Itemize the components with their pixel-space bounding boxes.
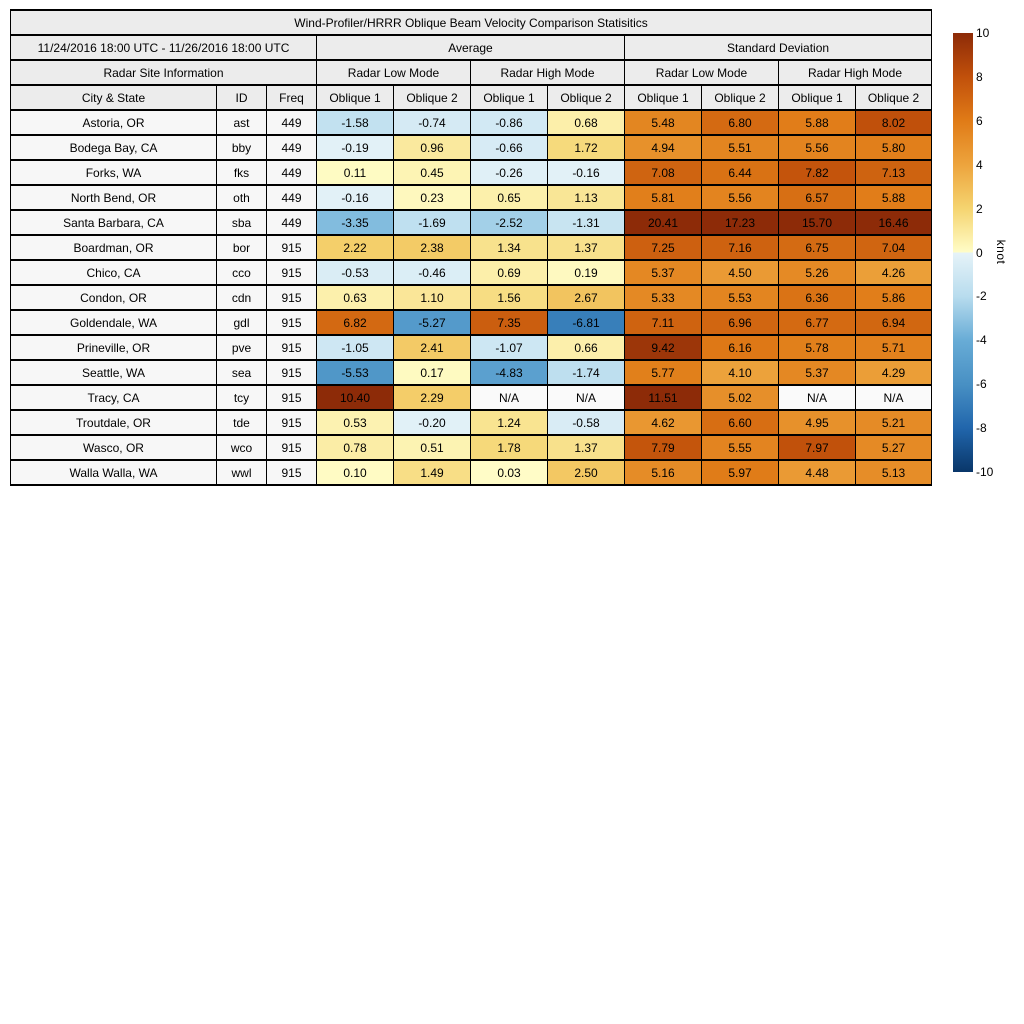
- table-row: [11, 435, 932, 460]
- value-cell: 0.23: [394, 185, 471, 210]
- colorbar-tick-label: 8: [976, 69, 983, 84]
- value-cell: -0.58: [548, 410, 625, 435]
- column-header-row: [11, 85, 932, 110]
- oblique2-header: Oblique 2: [702, 85, 779, 110]
- value-cell: 6.16: [702, 335, 779, 360]
- site-id-cell: wco: [217, 435, 267, 460]
- value-cell: 5.16: [625, 460, 702, 485]
- value-cell: 7.16: [702, 235, 779, 260]
- site-freq-cell: 449: [267, 135, 317, 160]
- site-city-cell: Condon, OR: [11, 285, 217, 310]
- table-body: [11, 110, 932, 485]
- value-cell: 11.51: [625, 385, 702, 410]
- value-cell: -1.69: [394, 210, 471, 235]
- site-id-cell: sba: [217, 210, 267, 235]
- colorbar-unit-label: knot: [994, 239, 1008, 265]
- group-average: Average: [317, 35, 625, 60]
- value-cell: 7.08: [625, 160, 702, 185]
- oblique1-header: Oblique 1: [625, 85, 702, 110]
- site-freq-cell: 915: [267, 360, 317, 385]
- colorbar-tick-label: -4: [976, 333, 987, 348]
- value-cell: 0.65: [471, 185, 548, 210]
- value-cell: -4.83: [471, 360, 548, 385]
- value-cell: 6.80: [702, 110, 779, 135]
- value-cell: 6.57: [779, 185, 856, 210]
- value-cell: 5.13: [856, 460, 932, 485]
- value-cell: 5.55: [702, 435, 779, 460]
- value-cell: 0.68: [548, 110, 625, 135]
- time-period: 11/24/2016 18:00 UTC - 11/26/2016 18:00 UTC: [11, 35, 317, 60]
- value-cell: 7.25: [625, 235, 702, 260]
- value-cell: 6.60: [702, 410, 779, 435]
- title-row: [11, 10, 932, 35]
- site-freq-cell: 915: [267, 260, 317, 285]
- colorbar-tick-label: -2: [976, 289, 987, 304]
- value-cell: 2.29: [394, 385, 471, 410]
- value-cell: 2.22: [317, 235, 394, 260]
- value-cell: 15.70: [779, 210, 856, 235]
- table-row: [11, 110, 932, 135]
- value-cell: 0.78: [317, 435, 394, 460]
- value-cell: 0.63: [317, 285, 394, 310]
- colorbar-tick-label: -6: [976, 377, 987, 392]
- value-cell: 0.53: [317, 410, 394, 435]
- avg-low-mode-header: Radar Low Mode: [317, 60, 471, 85]
- value-cell: 6.44: [702, 160, 779, 185]
- colorbar-tick-label: 10: [976, 26, 990, 40]
- mode-header-row: [11, 60, 932, 85]
- value-cell: 0.66: [548, 335, 625, 360]
- site-city-cell: Chico, CA: [11, 260, 217, 285]
- value-cell: 6.77: [779, 310, 856, 335]
- value-cell: 5.81: [625, 185, 702, 210]
- site-freq-cell: 915: [267, 410, 317, 435]
- site-city-cell: Forks, WA: [11, 160, 217, 185]
- value-cell: 1.10: [394, 285, 471, 310]
- value-cell: 5.88: [779, 110, 856, 135]
- value-cell: -2.52: [471, 210, 548, 235]
- value-cell: 5.56: [702, 185, 779, 210]
- site-city-cell: Troutdale, OR: [11, 410, 217, 435]
- site-freq-cell: 449: [267, 160, 317, 185]
- value-cell: -0.66: [471, 135, 548, 160]
- value-cell: 5.80: [856, 135, 932, 160]
- value-cell: 16.46: [856, 210, 932, 235]
- value-cell: 7.97: [779, 435, 856, 460]
- table-row: [11, 135, 932, 160]
- value-cell: 5.78: [779, 335, 856, 360]
- site-city-cell: Prineville, OR: [11, 335, 217, 360]
- site-freq-cell: 449: [267, 185, 317, 210]
- site-freq-cell: 915: [267, 310, 317, 335]
- oblique1-header: Oblique 1: [317, 85, 394, 110]
- value-cell: N/A: [856, 385, 932, 410]
- site-city-cell: Goldendale, WA: [11, 310, 217, 335]
- value-cell: -3.35: [317, 210, 394, 235]
- value-cell: -1.58: [317, 110, 394, 135]
- value-cell: 5.02: [702, 385, 779, 410]
- site-freq-cell: 915: [267, 285, 317, 310]
- site-city-cell: North Bend, OR: [11, 185, 217, 210]
- value-cell: 5.77: [625, 360, 702, 385]
- value-cell: -0.46: [394, 260, 471, 285]
- site-city-cell: Seattle, WA: [11, 360, 217, 385]
- colorbar-tick-label: -8: [976, 421, 987, 436]
- table-row: [11, 460, 932, 485]
- site-freq-cell: 449: [267, 210, 317, 235]
- value-cell: -0.20: [394, 410, 471, 435]
- value-cell: 6.36: [779, 285, 856, 310]
- table-row: [11, 385, 932, 410]
- group-header-row: [11, 35, 932, 60]
- value-cell: 5.97: [702, 460, 779, 485]
- site-freq-cell: 915: [267, 385, 317, 410]
- colorbar-tick-label: 0: [976, 245, 983, 260]
- value-cell: 1.37: [548, 235, 625, 260]
- value-cell: -6.81: [548, 310, 625, 335]
- value-cell: 6.82: [317, 310, 394, 335]
- value-cell: 9.42: [625, 335, 702, 360]
- colorbar-tick-label: -10: [976, 465, 994, 479]
- value-cell: 8.02: [856, 110, 932, 135]
- table-row: [11, 360, 932, 385]
- value-cell: 2.41: [394, 335, 471, 360]
- figure-title: Wind-Profiler/HRRR Oblique Beam Velocity Comparison Statisitics: [11, 10, 932, 35]
- value-cell: N/A: [471, 385, 548, 410]
- value-cell: 4.50: [702, 260, 779, 285]
- value-cell: 1.34: [471, 235, 548, 260]
- table-row: [11, 260, 932, 285]
- comparison-statistics-table: [10, 9, 932, 486]
- oblique2-header: Oblique 2: [548, 85, 625, 110]
- value-cell: 4.29: [856, 360, 932, 385]
- value-cell: 4.94: [625, 135, 702, 160]
- value-cell: 5.33: [625, 285, 702, 310]
- id-header: ID: [217, 85, 267, 110]
- value-cell: 4.62: [625, 410, 702, 435]
- value-cell: 0.19: [548, 260, 625, 285]
- oblique1-header: Oblique 1: [779, 85, 856, 110]
- value-cell: 4.95: [779, 410, 856, 435]
- oblique2-header: Oblique 2: [394, 85, 471, 110]
- value-cell: 7.82: [779, 160, 856, 185]
- site-id-cell: bby: [217, 135, 267, 160]
- site-id-cell: ast: [217, 110, 267, 135]
- value-cell: 5.26: [779, 260, 856, 285]
- value-cell: 0.10: [317, 460, 394, 485]
- site-id-cell: gdl: [217, 310, 267, 335]
- site-city-cell: Walla Walla, WA: [11, 460, 217, 485]
- std-low-mode-header: Radar Low Mode: [625, 60, 779, 85]
- value-cell: 5.27: [856, 435, 932, 460]
- value-cell: 7.79: [625, 435, 702, 460]
- value-cell: 4.26: [856, 260, 932, 285]
- value-cell: -1.74: [548, 360, 625, 385]
- value-cell: 4.10: [702, 360, 779, 385]
- avg-high-mode-header: Radar High Mode: [471, 60, 625, 85]
- table-row: [11, 185, 932, 210]
- value-cell: 2.50: [548, 460, 625, 485]
- value-cell: -0.16: [317, 185, 394, 210]
- value-cell: 1.24: [471, 410, 548, 435]
- value-cell: 7.04: [856, 235, 932, 260]
- site-city-cell: Wasco, OR: [11, 435, 217, 460]
- value-cell: N/A: [548, 385, 625, 410]
- value-cell: 7.35: [471, 310, 548, 335]
- site-freq-cell: 915: [267, 435, 317, 460]
- site-id-cell: pve: [217, 335, 267, 360]
- table-row: [11, 285, 932, 310]
- city-state-header: City & State: [11, 85, 217, 110]
- site-id-cell: wwl: [217, 460, 267, 485]
- site-id-cell: tcy: [217, 385, 267, 410]
- site-id-cell: oth: [217, 185, 267, 210]
- colorbar-tick-label: 2: [976, 201, 983, 216]
- value-cell: 20.41: [625, 210, 702, 235]
- value-cell: 0.51: [394, 435, 471, 460]
- value-cell: -0.19: [317, 135, 394, 160]
- value-cell: 1.78: [471, 435, 548, 460]
- value-cell: 5.88: [856, 185, 932, 210]
- value-cell: 7.13: [856, 160, 932, 185]
- value-cell: 6.94: [856, 310, 932, 335]
- value-cell: 5.56: [779, 135, 856, 160]
- site-freq-cell: 915: [267, 460, 317, 485]
- value-cell: 2.38: [394, 235, 471, 260]
- value-cell: 17.23: [702, 210, 779, 235]
- value-cell: -1.05: [317, 335, 394, 360]
- value-cell: -5.27: [394, 310, 471, 335]
- value-cell: 1.72: [548, 135, 625, 160]
- table-row: [11, 210, 932, 235]
- value-cell: 5.37: [625, 260, 702, 285]
- oblique2-header: Oblique 2: [856, 85, 932, 110]
- site-id-cell: tde: [217, 410, 267, 435]
- value-cell: 6.75: [779, 235, 856, 260]
- site-city-cell: Bodega Bay, CA: [11, 135, 217, 160]
- table-row: [11, 410, 932, 435]
- value-cell: 4.48: [779, 460, 856, 485]
- value-cell: 0.11: [317, 160, 394, 185]
- site-city-cell: Tracy, CA: [11, 385, 217, 410]
- table-row: [11, 335, 932, 360]
- table-row: [11, 310, 932, 335]
- value-cell: N/A: [779, 385, 856, 410]
- value-cell: 0.96: [394, 135, 471, 160]
- value-cell: -0.74: [394, 110, 471, 135]
- std-high-mode-header: Radar High Mode: [779, 60, 932, 85]
- value-cell: 5.86: [856, 285, 932, 310]
- value-cell: -0.53: [317, 260, 394, 285]
- site-city-cell: Boardman, OR: [11, 235, 217, 260]
- value-cell: 5.48: [625, 110, 702, 135]
- freq-header: Freq: [267, 85, 317, 110]
- value-cell: 10.40: [317, 385, 394, 410]
- oblique1-header: Oblique 1: [471, 85, 548, 110]
- site-id-cell: cdn: [217, 285, 267, 310]
- site-id-cell: cco: [217, 260, 267, 285]
- value-cell: 1.56: [471, 285, 548, 310]
- value-cell: -5.53: [317, 360, 394, 385]
- value-cell: 1.49: [394, 460, 471, 485]
- value-cell: -0.16: [548, 160, 625, 185]
- value-cell: 5.37: [779, 360, 856, 385]
- value-cell: 0.45: [394, 160, 471, 185]
- value-cell: 6.96: [702, 310, 779, 335]
- site-id-cell: bor: [217, 235, 267, 260]
- value-cell: 5.53: [702, 285, 779, 310]
- group-standard-deviation: Standard Deviation: [625, 35, 932, 60]
- value-cell: 5.21: [856, 410, 932, 435]
- table-row: [11, 160, 932, 185]
- value-cell: -1.31: [548, 210, 625, 235]
- table-row: [11, 235, 932, 260]
- colorbar-tick-label: 6: [976, 113, 983, 128]
- site-freq-cell: 915: [267, 235, 317, 260]
- colorbar-tick-label: 4: [976, 157, 983, 172]
- value-cell: -0.26: [471, 160, 548, 185]
- value-cell: 0.17: [394, 360, 471, 385]
- value-cell: 7.11: [625, 310, 702, 335]
- site-city-cell: Santa Barbara, CA: [11, 210, 217, 235]
- site-freq-cell: 449: [267, 110, 317, 135]
- value-cell: 1.13: [548, 185, 625, 210]
- value-cell: 0.03: [471, 460, 548, 485]
- value-cell: 5.71: [856, 335, 932, 360]
- radar-site-info-header: Radar Site Information: [11, 60, 317, 85]
- value-cell: 1.37: [548, 435, 625, 460]
- site-freq-cell: 915: [267, 335, 317, 360]
- colorbar: [953, 33, 973, 472]
- value-cell: 5.51: [702, 135, 779, 160]
- value-cell: -1.07: [471, 335, 548, 360]
- value-cell: 2.67: [548, 285, 625, 310]
- site-id-cell: fks: [217, 160, 267, 185]
- value-cell: -0.86: [471, 110, 548, 135]
- site-id-cell: sea: [217, 360, 267, 385]
- value-cell: 0.69: [471, 260, 548, 285]
- site-city-cell: Astoria, OR: [11, 110, 217, 135]
